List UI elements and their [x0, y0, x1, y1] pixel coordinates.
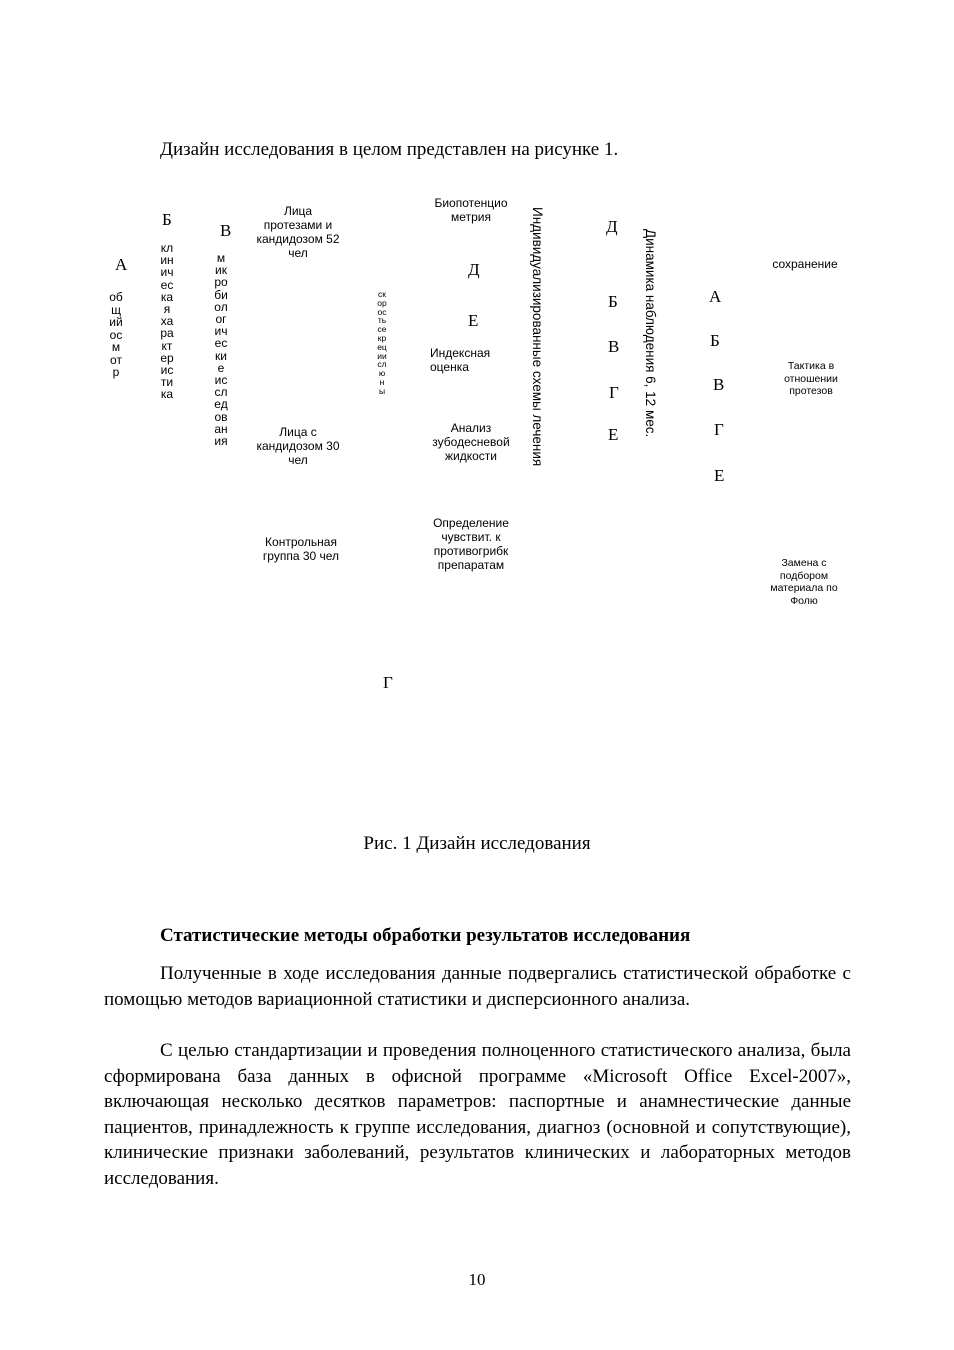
paragraph-2-text: С целью стандартизации и проведения полноценного статистического анализа, была сформирована база данных в офисной программе «Microsoft Office Excel-2007», включающая несколько десятков параметров: паспортные и анамнестические данные пациентов, принадлежность к группе исследования, диагноз (основной и сопутствующие), клинические признаки заболеваний, результатов клинических и лабораторных методов исследования. — [104, 1040, 851, 1189]
figure-caption: Рис. 1 Дизайн исследования — [363, 833, 591, 854]
diagram-letter-col2-1: Б — [710, 331, 720, 350]
diagram-letter-col1-3: Г — [609, 383, 619, 402]
paragraph-2 — [104, 1038, 851, 1191]
diagram-observation-dynamics: Динамика наблюдения 6, 12 мес. — [643, 229, 658, 438]
diagram-letter-col1-1: Б — [608, 292, 618, 311]
intro-text: Дизайн исследования в целом представлен на рисунке 1. — [160, 139, 619, 160]
method-index-assessment: Индексная оценка — [430, 346, 491, 374]
diagram-letter-e-methods: Е — [468, 311, 479, 330]
diagram-letter-col2-2: В — [713, 375, 725, 394]
group-control: Контрольная группа 30 чел — [262, 535, 340, 563]
diagram-letter-b: Б — [162, 210, 172, 229]
diagram-vertical-general-exam: общий осмотр — [109, 290, 123, 379]
diagram-vertical-saliva-rate: скорость секреции слюны — [377, 289, 387, 396]
group-candidiasis: Лица с кандидозом 30 чел — [256, 425, 340, 467]
diagram-letter-col2-3: Г — [714, 420, 724, 439]
diagram-letter-g-bottom: Г — [383, 673, 393, 692]
diagram-individualized-treatment: Индивидуализированные схемы лечения — [530, 207, 545, 467]
paragraph-1 — [104, 961, 851, 1012]
outcome-prosthesis-tactics: Тактика в отношении протезов — [784, 360, 838, 397]
outcome-replacement: Замена с подбором материала по Фолю — [770, 557, 838, 607]
section-heading: Статистические методы обработки результатов исследования — [160, 925, 691, 946]
diagram-letter-col1-4: Е — [608, 425, 619, 444]
diagram-vertical-microbiology: микробиологические исследования — [214, 251, 228, 449]
method-biopotentiometry: Биопотенцио метрия — [434, 196, 508, 224]
diagram-letter-d-methods: Д — [468, 260, 480, 279]
diagram-letter-v: В — [220, 221, 232, 240]
paragraph-1-text: Полученные в ходе исследования данные подвергались статистической обработке с помощью методов вариационной статистики и дисперсионного анализа. — [104, 963, 851, 1010]
diagram-letter-a: А — [115, 255, 128, 274]
diagram-vertical-clinical: клиническая характеристика — [160, 241, 174, 402]
method-gingival-fluid: Анализ зубодесневой жидкости — [432, 421, 510, 463]
diagram-letter-col2-4: Е — [714, 466, 725, 485]
outcome-keep: сохранение — [772, 257, 838, 271]
page-number: 10 — [468, 1270, 486, 1289]
diagram-letter-col1-2: В — [608, 337, 620, 356]
diagram-letter-col1-0: Д — [606, 217, 618, 236]
method-antifungal-sensitivity: Определение чувствит. к противогрибк препаратам — [433, 516, 509, 572]
group-prosthesis-candidiasis: Лица протезами и кандидозом 52 чел — [256, 204, 340, 260]
diagram-letter-col2-0: А — [709, 287, 722, 306]
